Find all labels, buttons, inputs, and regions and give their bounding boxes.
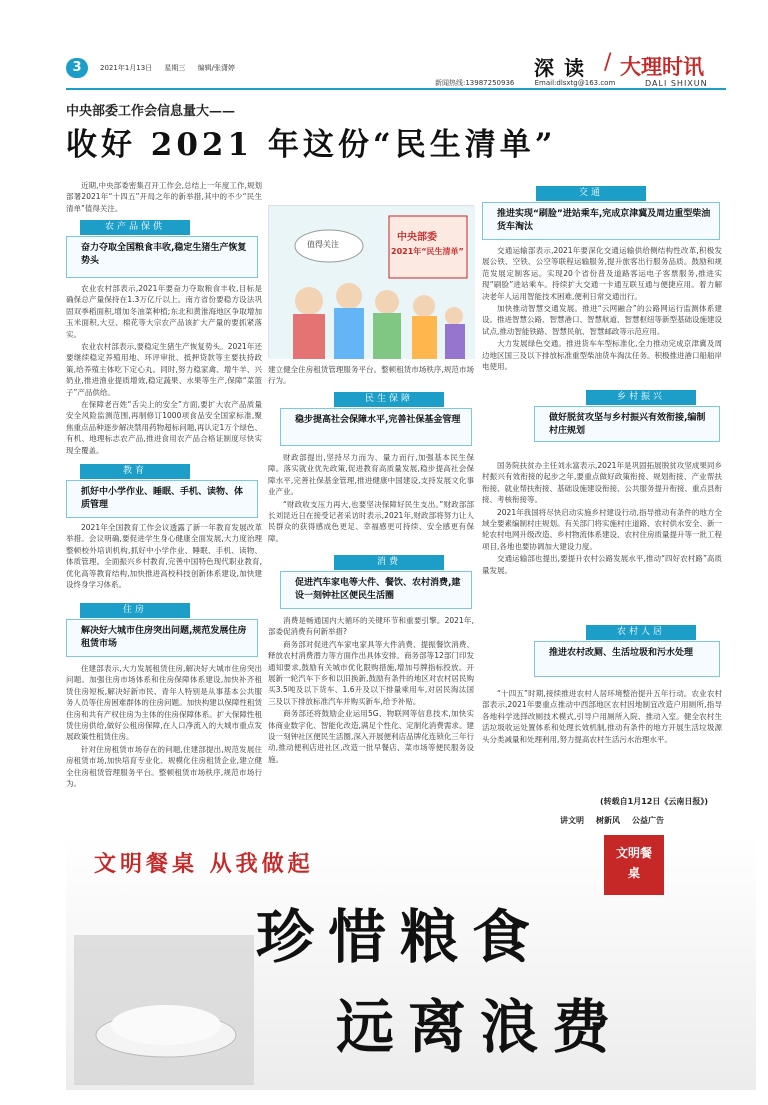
issue-date: 2021年1月13日 xyxy=(100,64,153,72)
illustration xyxy=(268,205,474,358)
subhead-edu: 抓好中小学作业、睡眠、手机、读物、体质管理 xyxy=(66,480,258,518)
subhead-agri: 奋力夺取全国粮食丰收,稳定生猪生产恢复势头 xyxy=(66,236,258,278)
subhead-transport: 推进实现“刷脸”进站乘车,完成京津冀及周边重型柴油货车淘汰 xyxy=(482,202,720,240)
banner-housing: 住房 xyxy=(80,603,190,618)
issue-weekday: 星期三 xyxy=(164,64,186,72)
banner-social: 民生保障 xyxy=(334,392,444,407)
board-text-2: 2021年“民生清单” xyxy=(391,247,464,256)
banner-consume: 消费 xyxy=(334,555,444,570)
ad-tagline: 讲文明 树新风 公益广告 xyxy=(560,816,664,825)
banner-transport: 交通 xyxy=(536,186,646,201)
brand-english: DALI SHIXUN xyxy=(645,79,708,88)
slash-divider: / xyxy=(604,50,612,75)
banner-living: 农村人居 xyxy=(586,625,696,640)
ad-line-2: 远离浪费 xyxy=(336,993,625,1061)
body-consume: 消费是畅通国内大循环的关键环节和重要引擎。2021年,部委促消费有何新举措? 商务部对促进汽车家电家具等大件消费、提振餐饮消费、释放农村消费潜力等方面作出具体安排。商务部等12部门印发通知要求,鼓励有关城市优化限购措施,增加号牌指标投放。开展新一轮汽车下乡和以旧换新,鼓励有条件的地区对农村居民购买3.5吨及以下货车、1.6升及以下排量乘用车,对居民淘汰国三及以下排放标准汽车并购买新车,给予补贴。 商务部还将鼓励企业运用5G、物联网等信息技术,加快实体商业数字化、智能化改造,满足个性化、定制化消费需求。建设一刻钟社区便民生活圈,深入开展便利店品牌化连锁化三年行动,推动便利店进社区,改造一批早餐店、菜市场等便民服务设施。 xyxy=(268,616,474,764)
family-cartoon-icon xyxy=(269,206,475,359)
body-housing-cont: 建立健全住房租赁管理服务平台。整顿租赁市场秩序,规范市场行为。 xyxy=(268,365,474,386)
subhead-consume: 促进汽车家电等大件、餐饮、农村消费,建设一刻钟社区便民生活圈 xyxy=(280,571,472,609)
banner-agri: 农产品保供 xyxy=(80,220,190,235)
banner-edu: 教育 xyxy=(80,464,190,479)
board-text-1: 中央部委 xyxy=(397,232,437,243)
intro: 近期,中央部委密集召开工作会,总结上一年度工作,规划部署2021年“十四五”开局之年的新举措,其中的不少“民生清单”值得关注。 xyxy=(66,181,262,213)
subhead-living: 推进农村改厕、生活垃圾和污水处理 xyxy=(534,641,720,677)
public-ad xyxy=(66,835,756,1090)
body-living: “十四五”时期,接续推进农村人居环境整治提升五年行动。农业农村部表示,2021年要重点推动中西部地区农村因地制宜改造户用厕所,指导各地科学选择改厕技术模式,引导户用厕所入院、推动入室。健全农村生活垃圾收运处置体系和处理长效机制,推动有条件的地方开展生活垃圾源头分类减量和处理利用,努力提高农村生活污水治理水平。 xyxy=(482,689,722,744)
ad-slogan: 文明餐桌 从我做起 xyxy=(94,851,314,877)
hotline: 新闻热线:13987250936 xyxy=(435,79,515,87)
body-transport: 交通运输部表示,2021年要深化交通运输供给侧结构性改革,积极发展公铁、空铁、公空等联程运输服务,提升旅客出行服务品质。鼓励和规范发展定制客运。实现20个省份普及道路客运电子客票服务,推进实现“刷脸”进站乘车。持续扩大交通一卡通互联互通与便捷应用。着力解决老年人运用智能技术困难,便利日常交通出行。 加快推动智慧交通发展。推进“云网融合”的公路网运行监测体系建设。推进智慧公路、智慧港口、智慧航道、智慧枢纽等新型基础设施建设试点,推动智能铁路、智慧民航、智慧邮政等示范应用。 大力发展绿色交通。推进货车车型标准化,全力推动完成京津冀及周边地区国三及以下排放标准重型柴油货车淘汰任务。积极推进港口船舶岸电使用。 xyxy=(482,246,722,372)
issue-editor: 编辑/张潇婷 xyxy=(197,64,236,72)
kicker: 中央部委工作会信息量大—— xyxy=(66,104,236,119)
source-note: (转载自1月12日《云南日报》) xyxy=(600,797,709,806)
email: Email:dlsxtg@163.com xyxy=(534,79,616,87)
page-number: 3 xyxy=(66,58,88,78)
body-agri: 农业农村部表示,2021年要奋力夺取粮食丰收,目标是确保总产量保持在1.3万亿斤以上。南方省份要稳方设法巩固双季稻面积,增加冬油菜种植;东北和黄淮海地区争取增加玉米面积,大豆、棉花等大宗农产品该扩大产量的要抓紧落实。 农业农村部表示,要稳定生猪生产恢复势头。2021年还要继续稳定养殖用地、环评审批、抵押贷款等主要扶持政策,给养殖主体吃下定心丸。同时,努力稳家禽、增牛羊、兴奶业,推进渔业提质增效,稳定蔬果、水果等生产,保障“菜篮子”产品供给。 在保障老百姓“舌尖上的安全”方面,要扩大农产品质量安全风险监测范围,再制修订1000项食品安全国家标准,聚焦重点品种逐步解决禁用药物超标问题,再认定1万个绿色、有机、地理标志农产品,推进食用农产品合格证制度尽快实现全覆盖。 xyxy=(66,284,262,455)
subhead-rural: 做好脱贫攻坚与乡村振兴有效衔接,编制村庄规划 xyxy=(534,406,720,442)
header-rule xyxy=(66,88,726,90)
banner-rural: 乡村振兴 xyxy=(586,390,696,405)
body-edu: 2021年全国教育工作会议透露了新一年教育发展改革举措。会议明确,要促进学生身心健康全面发展,大力度治理整顿校外培训机构,抓好中小学作业、睡眠、手机、读物、体质管理。全面振兴乡村教育,完善中国特色现代职业教育,优化高等教育结构,加快推进高校科技创新体系建设,加快建设终身学习体系。 xyxy=(66,523,262,590)
ad-line-1: 珍惜粮食 xyxy=(256,903,545,971)
issue-meta xyxy=(100,63,245,73)
subhead-social: 稳步提高社会保障水平,完善社保基金管理 xyxy=(280,408,472,446)
subhead-housing: 解决好大城市住房突出问题,规范发展住房租赁市场 xyxy=(66,619,258,657)
brand-name: 大理时讯 xyxy=(620,54,704,79)
headline: 收好 2021 年这份“民生清单” xyxy=(66,127,557,163)
body-social: 财政部提出,坚持尽力而为、量力而行,加强基本民生保障。落实就业优先政策,促进教育高质量发展,稳步提高社会保障水平,完善社保基金管理,推进健康中国建设,支持发展文化事业产业。 “财政收支压力再大,也要坚决保障好民生支出。”财政部部长刘昆近日在接受记者采访时表示,2021年,财政部将努力让人民群众的获得感成色更足、幸福感更可持续、安全感更有保障。 xyxy=(268,453,474,543)
ad-seal: 文明餐桌 xyxy=(615,846,652,880)
body-housing: 住建部表示,大力发展租赁住房,解决好大城市住房突出问题。加强住房市场体系和住房保障体系建设,加快补齐租赁住房短板,解决好新市民、青年人特别是从事基本公共服务人员等住房困难群体的住房问题。加快构建以保障性租赁住房和共有产权住房为主体的住房保障体系。扩大保障性租赁住房供给,做好公租房保障,在人口净流入的大城市重点发展政策性租赁住房。 针对住房租赁市场存在的问题,住建部提出,规范发展住房租赁市场,加快培育专业化、规模化住房租赁企业,建立健全住房租赁管理服务平台。整顿租赁市场秩序,规范市场行为。 xyxy=(66,664,262,789)
section-name: 深读 xyxy=(534,56,594,80)
body-rural: 国务院扶贫办主任刘永富表示,2021年是巩固拓展脱贫攻坚成果同乡村振兴有效衔接的起步之年,要重点做好政策衔接、规划衔接、产业帮扶衔接、就业帮扶衔接、基础设施建设衔接、公共服务提升衔接、重点县衔接、考核衔接等。 2021年我国将尽快启动实施乡村建设行动,指导推动有条件的地方全域全要素编制村庄规划。有关部门将实施村庄道路、农村供水安全、新一轮农村电网升级改造、乡村物流体系建设、农村住房质量提升等一批工程项目,各地也要协调加大建设力度。 交通运输部也提出,要提升农村公路发展水平,推动“四好农村路”高质量发展。 xyxy=(482,461,722,575)
bubble-text: 值得关注 xyxy=(307,240,339,249)
